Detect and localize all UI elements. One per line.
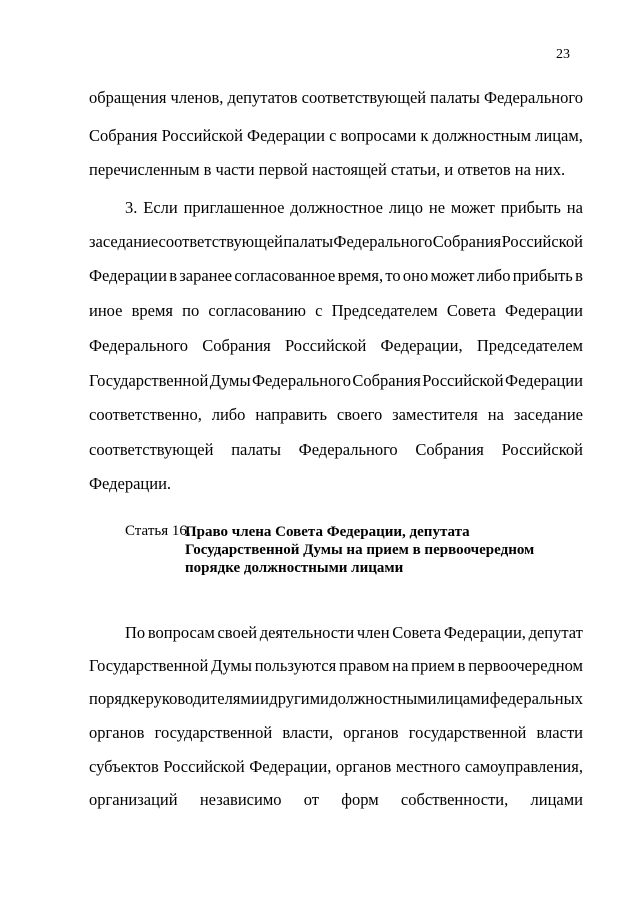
text-line: 3. Если приглашенное должностное лицо не может прибыть на <box>125 198 583 217</box>
article-title-line: Государственной Думы на прием в первоочередном <box>185 542 535 558</box>
text-line: соответственно, либо направить своего заместителя на заседание <box>89 405 583 424</box>
article-title-line: Право члена Совета Федерации, депутата <box>185 524 470 540</box>
text-line: Федерации в заранее согласованное время, то оно может либо прибыть в <box>89 266 583 285</box>
page-number: 23 <box>556 47 570 62</box>
text-line: Государственной Думы пользуются правом на прием в первоочередном <box>89 656 583 675</box>
text-line: заседание соответствующей палаты Федерального Собрания Российской <box>89 232 583 251</box>
text-line: организаций независимо от форм собственности, лицами <box>89 790 583 809</box>
text-line: Государственной Думы Федерального Собрания Российской Федерации <box>89 371 583 390</box>
text-line: перечисленным в части первой настоящей статьи, и ответов на них. <box>89 160 566 179</box>
text-line: Федерального Собрания Российской Федерации, Председателем <box>89 336 583 355</box>
text-line: субъектов Российской Федерации, органов местного самоуправления, <box>89 757 583 776</box>
text-line: Федерации. <box>89 474 172 493</box>
text-line: соответствующей палаты Федерального Собрания Российской <box>89 440 583 459</box>
text-line: иное время по согласованию с Председателем Совета Федерации <box>89 301 583 320</box>
text-line: Собрания Российской Федерации с вопросами к должностным лицам, <box>89 126 583 145</box>
article-number: Статья 16. <box>125 523 191 539</box>
text-line: обращения членов, депутатов соответствующей палаты Федерального <box>89 88 583 107</box>
text-line: По вопросам своей деятельности член Совета Федерации, депутат <box>125 623 583 642</box>
text-line: порядке руководителями и другими должностными лицами федеральных <box>89 689 583 708</box>
article-title-line: порядке должностными лицами <box>185 560 404 576</box>
text-line: органов государственной власти, органов государственной власти <box>89 723 583 742</box>
